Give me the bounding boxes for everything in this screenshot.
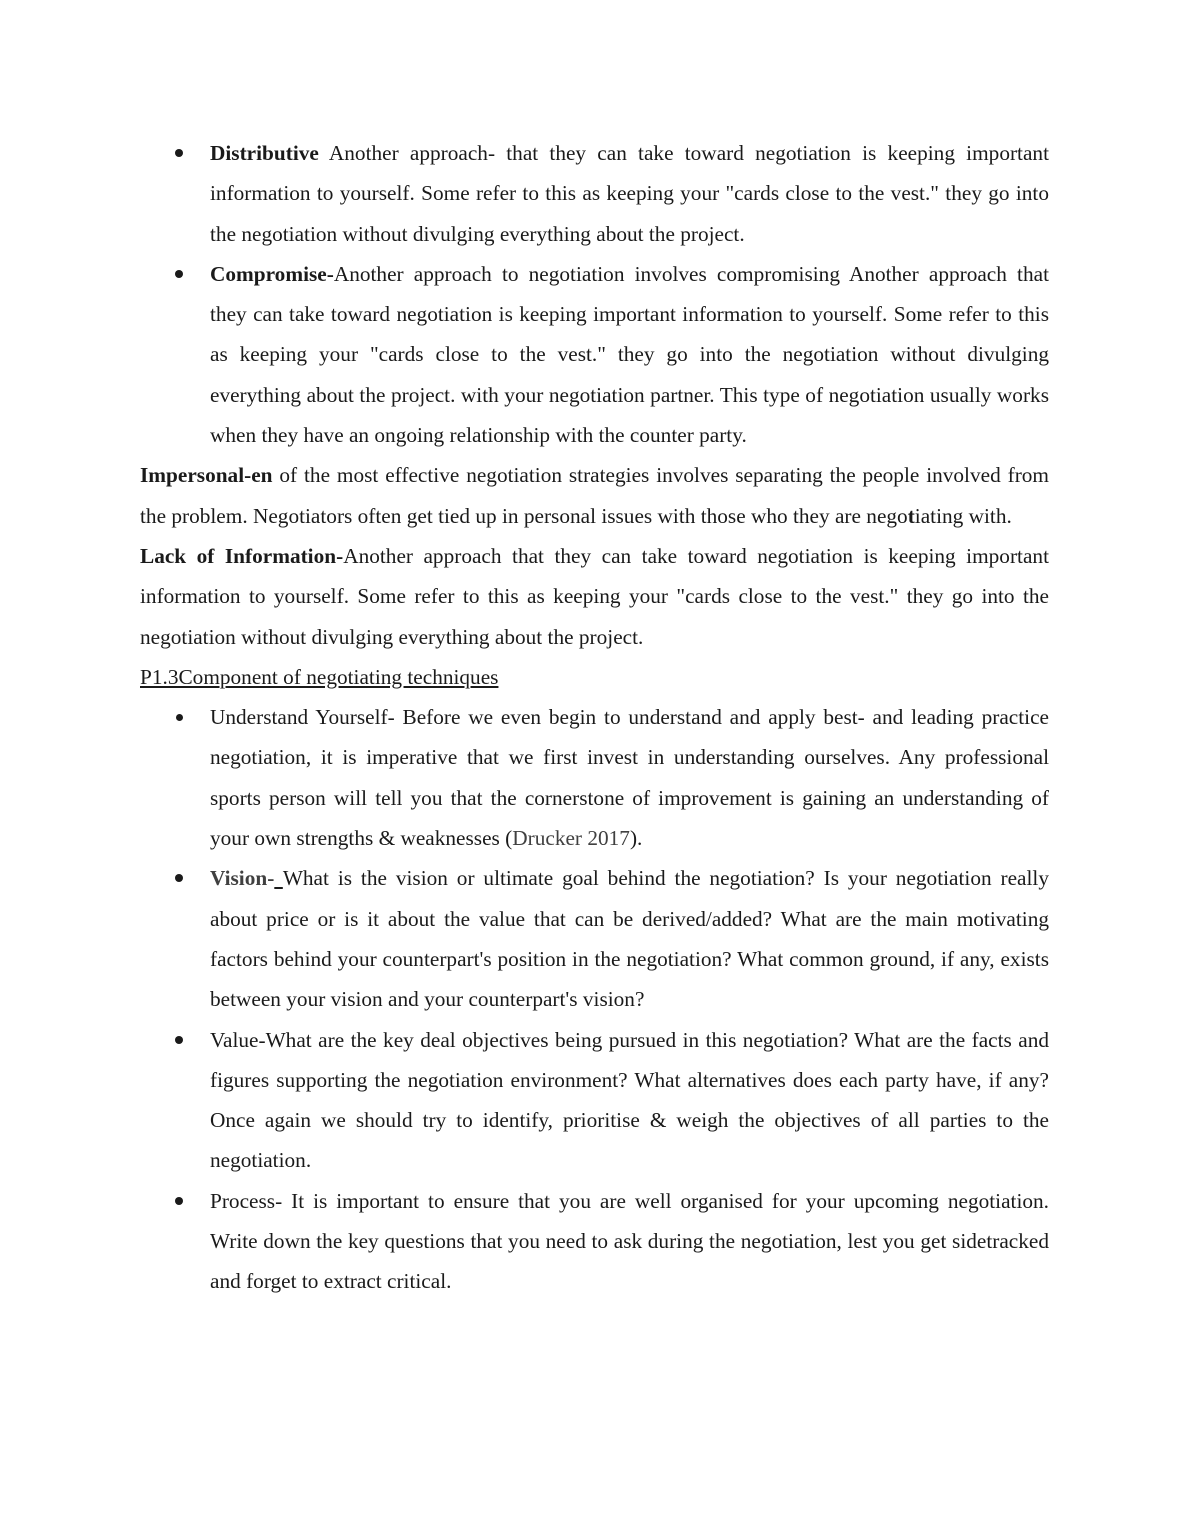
term-distributive: Distributive (210, 141, 319, 165)
impersonal-text-b: iating with. (914, 503, 1012, 528)
compromise-text: Another approach to negotiation involves compromising Another approach that they can take toward negotiation is keeping important information to yourself. Some refer to this as keeping your "cards close to the vest." they go into the negotiation without divulging everything about the project. with your negotiation partner. This type of negotiation usually works when they have an ongoing relationship with the counter party. (210, 261, 1049, 448)
vision-underlined-space (274, 866, 283, 890)
lack-of-information-text: Another approach that they can take toward negotiation is keeping important information to yourself. Some refer to this as keeping your "cards close to the vest." they go into the negotiation without divulging everything about the project. (140, 543, 1049, 649)
vision-text: What is the vision or ultimate goal behind the negotiation? Is your negotiation really about price or is it about the value that can be derived/added? What are the main motivating factors behind your counterpart's position in the negotiation? What common ground, if any, exists between your vision and your counterpart's vision? (210, 866, 1049, 1012)
distributive-text: Another approach- that they can take toward negotiation is keeping important information to yourself. Some refer to this as keeping your "cards close to the vest." they go into the negotiation without divulging everything about the project. (210, 141, 1049, 246)
understand-closing: ). (629, 826, 643, 851)
bullet-icon (175, 149, 183, 157)
bullet-icon (176, 714, 183, 721)
bullet-icon (175, 1197, 183, 1205)
citation: Drucker 2017 (512, 826, 630, 851)
impersonal-paragraph (140, 455, 1049, 536)
impersonal-text-a: of the most effective negotiation strategies involves separating the people involved from the problem. Negotiators often get tied up in personal issues with those who they are nego (140, 463, 1049, 528)
bullet-icon (175, 1036, 183, 1044)
list-item-distributive (140, 133, 1049, 254)
list-item-process (140, 1181, 1049, 1302)
process-text: Process- It is important to ensure that you are well organised for your upcoming negotiation. Write down the key questions that you need to ask during the negotiation, lest you get sidetracked and forget to extract critical. (210, 1188, 1049, 1294)
section-heading: P1.3Component of negotiating techniques (140, 664, 499, 689)
term-vision: Vision- (210, 866, 275, 891)
bullet-icon (175, 270, 183, 278)
list-item-understand-yourself (140, 697, 1049, 858)
impersonal-bold-letter: t (907, 503, 915, 528)
understand-text: Understand Yourself- Before we even begin to understand and apply best- and leading practice negotiation, it is imperative that we first invest in understanding ourselves. Any professional sports person will tell you that the cornerstone of improvement is gaining an understanding of your own strengths & weaknesses ( (210, 705, 1049, 851)
list-item-compromise (140, 254, 1049, 455)
term-compromise: Compromise- (210, 261, 334, 286)
term-lack-of-information: Lack of Information- (140, 543, 344, 568)
bullet-icon (175, 874, 183, 882)
list-item-vision (140, 858, 1049, 1019)
negotiation-approaches-list (140, 133, 1049, 455)
lack-of-information-paragraph (140, 536, 1049, 657)
term-impersonal: Impersonal-en (140, 463, 273, 488)
value-text: Value-What are the key deal objectives being pursued in this negotiation? What are the facts and figures supporting the negotiation environment? What alternatives does each party have, if any? Once again we should try to identify, prioritise & weigh the objectives of all parties to the negotiation. (210, 1027, 1049, 1173)
document-page (140, 133, 1049, 1302)
list-item-value (140, 1020, 1049, 1181)
components-list (140, 697, 1049, 1301)
